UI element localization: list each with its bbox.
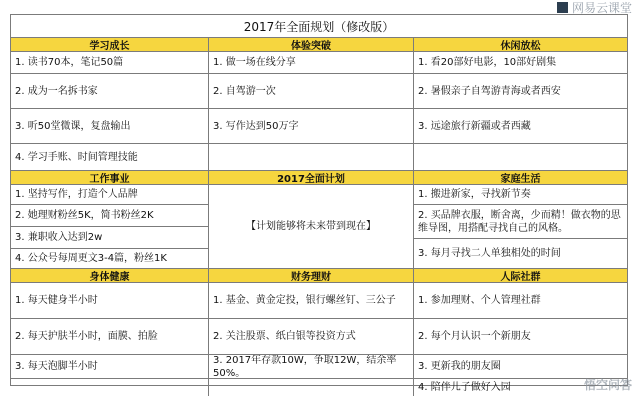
cell-work-1: 1. 坚持写作，打造个人品牌 <box>11 185 208 205</box>
cell-learning-2: 2. 成为一名拆书家 <box>11 74 208 109</box>
cell-learning-4: 4. 学习手账、时间管理技能 <box>11 144 208 171</box>
wangyi-logo-icon <box>557 2 568 13</box>
cell-family-1: 1. 搬进新家，寻找新节奏 <box>414 185 627 205</box>
watermark-bottom: 悟空问答 <box>583 378 632 392</box>
watermark-top-text: 网易云课堂 <box>571 0 632 15</box>
cell-family-2: 2. 买品牌衣服，断舍离，少而精！做衣物的思维导图，用搭配寻找自己的风格。 <box>414 205 627 239</box>
section-header-learning: 学习成长 <box>11 38 208 52</box>
cell-health-1: 1. 每天健身半小时 <box>11 283 208 319</box>
cell-finance-3: 3. 2017年存款10W，争取12W，结余率50%。 <box>209 355 413 379</box>
cell-experience-2: 2. 自驾游一次 <box>209 74 413 109</box>
cell-social-2: 2. 每个月认识一个新朋友 <box>414 319 627 355</box>
section-header-overall-plan: 2017全面计划 <box>209 171 413 185</box>
cell-finance-4 <box>209 379 413 396</box>
section-header-family: 家庭生活 <box>414 171 627 185</box>
cell-leisure-3: 3. 远途旅行新疆或者西藏 <box>414 109 627 144</box>
cell-finance-2: 2. 关注股票、纸白银等投资方式 <box>209 319 413 355</box>
cell-social-3: 3. 更新我的朋友圈 <box>414 355 627 379</box>
plan-grid <box>11 38 627 393</box>
section-header-work: 工作事业 <box>11 171 208 185</box>
cell-leisure-1: 1. 看20部好电影，10部好剧集 <box>414 52 627 74</box>
section-header-leisure: 休闲放松 <box>414 38 627 52</box>
sheet-title: 2017年全面规划（修改版） <box>11 15 627 38</box>
cell-learning-1: 1. 读书70本，笔记50篇 <box>11 52 208 74</box>
cell-leisure-4 <box>414 144 627 171</box>
cell-work-2: 2. 她理财粉丝5K，简书粉丝2K <box>11 205 208 227</box>
cell-experience-4 <box>209 144 413 171</box>
cell-work-4: 4. 公众号每周更文3-4篇，粉丝1K <box>11 249 208 269</box>
cell-health-4 <box>11 379 208 396</box>
plan-sheet <box>10 14 628 393</box>
cell-work-3: 3. 兼职收入达到2w <box>11 227 208 249</box>
section-header-social: 人际社群 <box>414 269 627 283</box>
section-header-finance: 财务理财 <box>209 269 413 283</box>
cell-learning-3: 3. 听50堂微课，复盘输出 <box>11 109 208 144</box>
cell-health-3: 3. 每天泡脚半小时 <box>11 355 208 379</box>
cell-finance-1: 1. 基金、黄金定投，银行螺丝钉、三公子 <box>209 283 413 319</box>
column-right <box>414 38 627 396</box>
watermark-top <box>557 0 632 14</box>
column-middle <box>209 38 414 396</box>
cell-experience-3: 3. 写作达到50万字 <box>209 109 413 144</box>
section-header-experience: 体验突破 <box>209 38 413 52</box>
cell-leisure-2: 2. 暑假亲子自驾游青海或者西安 <box>414 74 627 109</box>
column-left <box>11 38 209 396</box>
cell-family-3: 3. 每月寻找二人单独相处的时间 <box>414 239 627 269</box>
plan-motto: 【计划能够将未来带到现在】 <box>209 185 413 269</box>
cell-social-4: 4. 陪伴儿子做好入园 <box>418 382 511 393</box>
cell-social-1: 1. 参加理财、个人管理社群 <box>414 283 627 319</box>
section-header-health: 身体健康 <box>11 269 208 283</box>
cell-experience-1: 1. 做一场在线分享 <box>209 52 413 74</box>
cell-health-2: 2. 每天护肤半小时，面膜、拍脸 <box>11 319 208 355</box>
